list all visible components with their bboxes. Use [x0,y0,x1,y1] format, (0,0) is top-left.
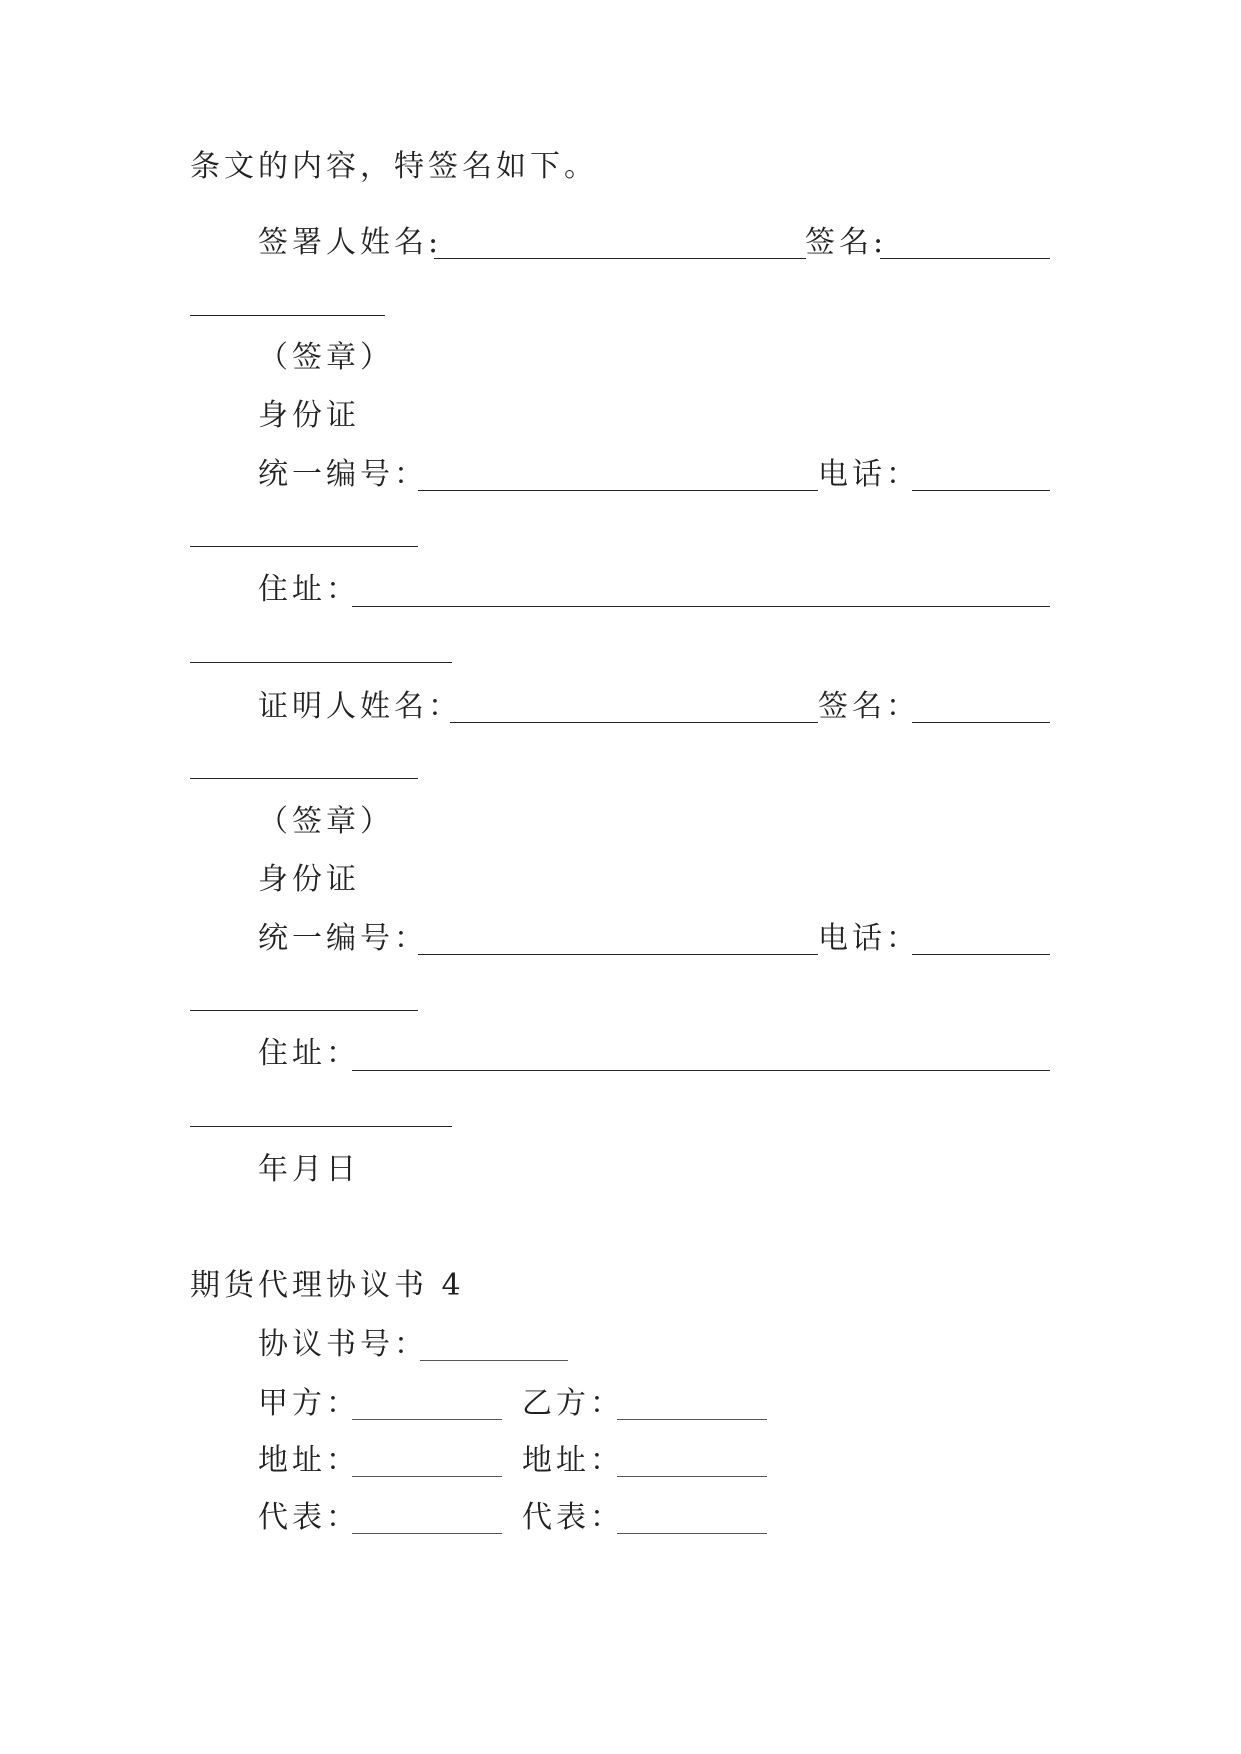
witness-id-label: 身份证 [258,862,360,897]
signer-phone-field[interactable] [912,490,1050,491]
witness-seal-label: （签章） [258,804,394,839]
party-a-label: 甲方： [258,1386,360,1421]
signer-seal-label: （签章） [258,340,394,375]
signer-phone-label: 电话： [818,457,920,492]
representative-b-field[interactable] [617,1533,767,1534]
representative-b-label: 代表： [522,1500,624,1535]
date-label: 年月日 [258,1152,360,1187]
signer-address-field[interactable] [352,606,1050,607]
witness-address-field[interactable] [352,1070,1050,1071]
witness-address-field-continued[interactable] [190,1126,452,1127]
party-b-label: 乙方： [522,1386,624,1421]
party-b-field[interactable] [617,1419,767,1420]
intro-line: 条文的内容，特签名如下。 [190,149,598,184]
agreement-title: 期货代理协议书 4 [190,1268,465,1303]
address-a-field[interactable] [352,1476,502,1477]
signer-phone-field-continued[interactable] [190,546,418,547]
witness-address-label: 住址： [258,1036,360,1071]
signer-id-number-field[interactable] [418,490,818,491]
witness-name-label: 证明人姓名： [258,689,462,724]
agreement-number-field[interactable] [420,1360,568,1361]
representative-a-field[interactable] [352,1533,502,1534]
address-b-label: 地址： [522,1443,624,1478]
witness-phone-label: 电话： [818,921,920,956]
signer-signature-field-continued[interactable] [190,315,385,316]
witness-phone-field-continued[interactable] [190,1010,418,1011]
signer-id-number-label: 统一编号： [258,457,428,492]
witness-id-number-field[interactable] [418,954,818,955]
signer-address-field-continued[interactable] [190,662,452,663]
signer-id-label: 身份证 [258,398,360,433]
signer-address-label: 住址： [258,572,360,607]
representative-a-label: 代表： [258,1500,360,1535]
witness-signature-field-continued[interactable] [190,778,418,779]
agreement-number-label: 协议书号： [258,1327,428,1362]
witness-signature-label: 签名： [818,689,920,724]
address-b-field[interactable] [617,1476,767,1477]
party-a-field[interactable] [352,1419,502,1420]
witness-phone-field[interactable] [912,954,1050,955]
witness-name-field[interactable] [450,722,818,723]
witness-id-number-label: 统一编号： [258,921,428,956]
signer-signature-field[interactable] [880,258,1050,259]
signer-signature-label: 签名: [805,225,888,260]
signer-name-label: 签署人姓名: [258,225,443,260]
signer-name-field[interactable] [434,258,806,259]
address-a-label: 地址： [258,1443,360,1478]
witness-signature-field[interactable] [912,722,1050,723]
